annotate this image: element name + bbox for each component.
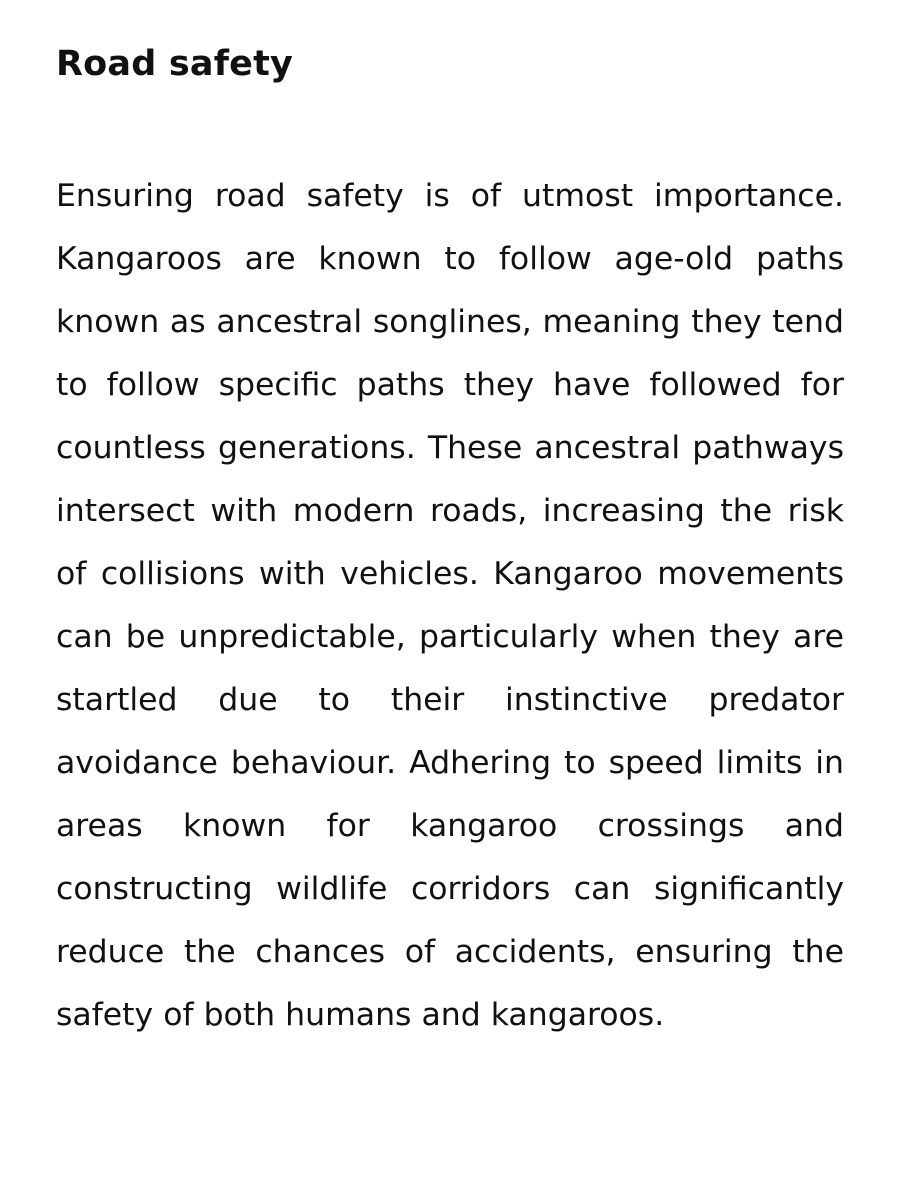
section-heading: Road safety — [56, 44, 294, 84]
body-paragraph: Ensuring road safety is of utmost importance. Kangaroos are known to follow age-old paths known as ancestral songlines, meaning they tend to follow specific paths they have followed for countless generations. These ancestral pathways intersect with modern roads, increasing the risk of collisions with vehicles. Kangaroo movements can be unpredictable, particularly when they are startled due to their instinctive predator avoidance behaviour. Adhering to speed limits in areas known for kangaroo crossings and constructing wildlife corridors can significantly reduce the chances of accidents, ensuring the safety of both humans and kangaroos. — [56, 178, 844, 1033]
